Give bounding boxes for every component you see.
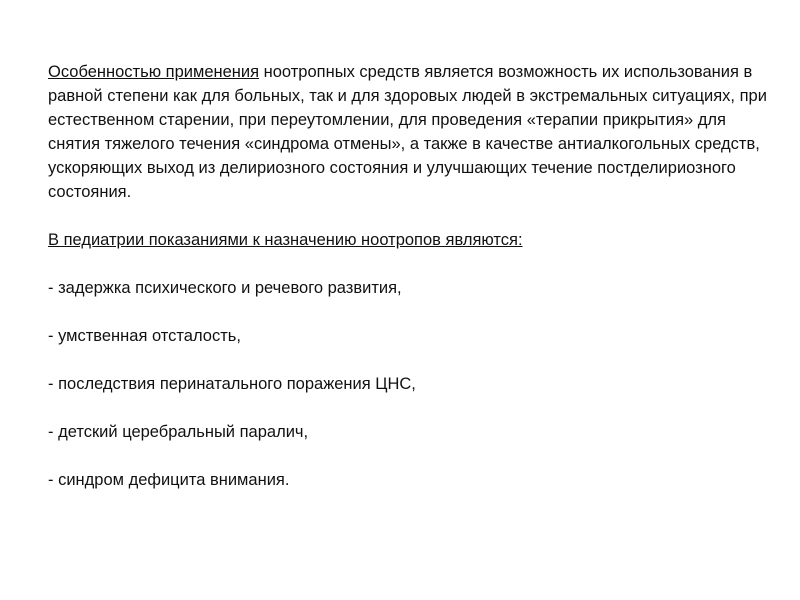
list-item: - детский церебральный паралич,	[48, 423, 309, 441]
list-item: - синдром дефицита внимания.	[48, 471, 290, 489]
list-item: - последствия перинатального поражения ЦНС,	[48, 375, 416, 393]
slide-content	[48, 60, 768, 516]
intro-lead-text: Особенностью применения	[48, 63, 260, 81]
list-item: - задержка психического и речевого развития,	[48, 279, 402, 297]
indications-list	[48, 276, 768, 492]
intro-paragraph	[48, 60, 768, 204]
pediatrics-heading: В педиатрии показаниями к назначению ноотропов являются:	[48, 231, 523, 249]
intro-body-text: ноотропных средств является возможность их использования в равной степени как для больных, так и для здоровых людей в экстремальных ситуациях, при естественном старении, при переутомлении, для проведения «терапии прикрытия» для снятия тяжелого течения «синдрома отмены», а также в качестве антиалкогольных средств, ускоряющих выход из делириозного состояния и улучшающих течение постделириозного состояния.	[48, 63, 767, 201]
list-item: - умственная отсталость,	[48, 327, 241, 345]
